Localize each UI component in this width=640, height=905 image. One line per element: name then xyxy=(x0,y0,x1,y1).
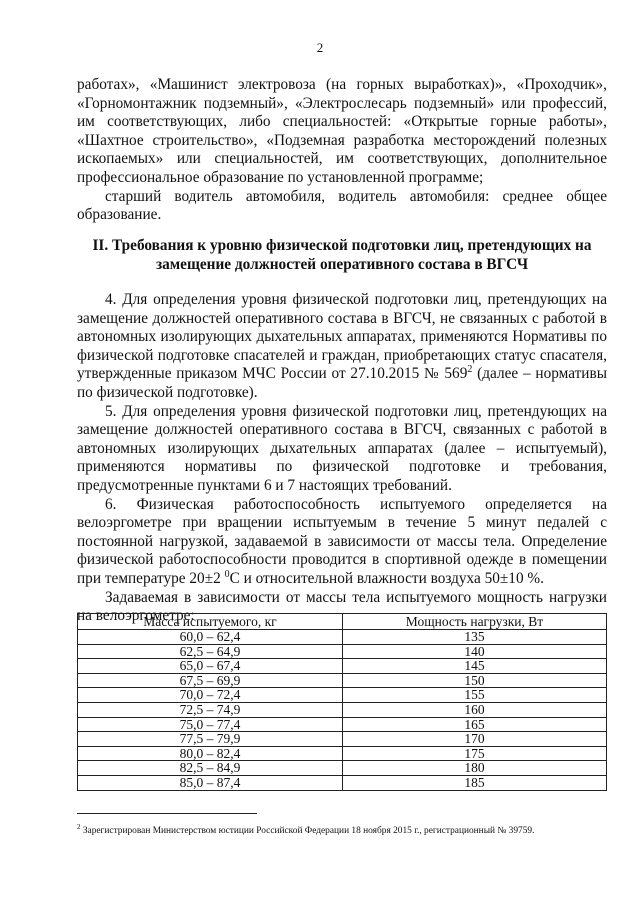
table-row xyxy=(78,630,607,645)
degree-superscript: 0 xyxy=(224,568,230,580)
table-row xyxy=(78,746,607,761)
cell-power: 145 xyxy=(343,659,607,674)
paragraph-7: Задаваемая в зависимости от массы тела испытуемого мощность нагрузки на велоэргометре: xyxy=(77,588,607,625)
paragraph-4-text-end: (далее – нормативы по физической подготовке). xyxy=(77,365,607,401)
paragraph-6-text: 6. Физическая работоспособность испытуемого определяется на велоэргометре при вращении испытуемым в течение 5 минут педалей с постоянной нагрузкой, задаваемой в зависимости от массы тела. Определение физической работоспособности проводится в спортивной одежде в помещении при температуре 20±2 xyxy=(77,495,607,587)
section-heading: II. Требования к уровню физической подготовки лиц, претендующих на замещение должностей оперативного состава в ВГСЧ xyxy=(92,237,592,273)
footnote-marker: 2 xyxy=(77,823,81,831)
cell-power: 135 xyxy=(343,630,607,645)
paragraph-driver: старший водитель автомобиля, водитель автомобиля: среднее общее образование. xyxy=(77,187,607,224)
cell-mass: 62,5 – 64,9 xyxy=(78,644,343,659)
column-header-power: Мощность нагрузки, Вт xyxy=(343,614,607,630)
page-number: 2 xyxy=(316,40,324,55)
load-table xyxy=(77,613,607,791)
cell-mass: 77,5 – 79,9 xyxy=(78,732,343,747)
table-row xyxy=(78,775,607,790)
paragraph-4-text: 4. Для определения уровня физической подготовки лиц, претендующих на замещение должностей оперативного состава в ВГСЧ, не связанных с работой в автономных изолирующих дыхательных аппаратах, применяются Нормативы по физической подготовке спасателей и граждан, приобретающих статус спасателя, утвержденные приказом МЧС России от 27.10.2015 № 569 xyxy=(77,291,607,383)
cell-mass: 85,0 – 87,4 xyxy=(78,775,343,790)
paragraph-6-text-end: С и относительной влажности воздуха 50±10 %. xyxy=(229,569,544,587)
cell-power: 170 xyxy=(343,732,607,747)
column-header-mass: Масса испытуемого, кг xyxy=(78,614,343,630)
paragraph-5: 5. Для определения уровня физической подготовки лиц, претендующих на замещение должностей оперативного состава в ВГСЧ, связанных с работой в автономных изолирующих дыхательных аппаратах (далее – испытуемый), применяются нормативы по физической подготовке и требования, предусмотренные пунктами 6 и 7 настоящих требований. xyxy=(77,402,607,494)
cell-mass: 80,0 – 82,4 xyxy=(78,746,343,761)
cell-mass: 60,0 – 62,4 xyxy=(78,630,343,645)
table-row xyxy=(78,659,607,674)
footnote-divider xyxy=(77,813,257,814)
table-row xyxy=(78,688,607,703)
cell-power: 175 xyxy=(343,746,607,761)
table-body xyxy=(78,630,607,791)
cell-power: 165 xyxy=(343,717,607,732)
cell-power: 155 xyxy=(343,688,607,703)
cell-mass: 65,0 – 67,4 xyxy=(78,659,343,674)
cell-mass: 72,5 – 74,9 xyxy=(78,702,343,717)
intro-text xyxy=(77,76,607,225)
table-header-row xyxy=(78,614,607,630)
table-row xyxy=(78,673,607,688)
cell-mass: 70,0 – 72,4 xyxy=(78,688,343,703)
section-body xyxy=(77,291,607,626)
table-row xyxy=(78,644,607,659)
footnote xyxy=(77,821,617,837)
cell-mass: 67,5 – 69,9 xyxy=(78,673,343,688)
cell-power: 150 xyxy=(343,673,607,688)
footnote-reference: 2 xyxy=(467,364,473,376)
paragraph-professions: работах», «Машинист электровоза (на горных выработках)», «Проходчик», «Горномонтажник подземный», «Электрослесарь подземный» или профессий, им соответствующих, либо специальностей: «Открытые горные работы», «Шахтное строительство», «Подземная разработка месторождений полезных ископаемых» или специальностей, им соответствующих, дополнительное профессиональное образование по установленной программе; xyxy=(77,76,607,186)
cell-power: 180 xyxy=(343,761,607,776)
table-row xyxy=(78,702,607,717)
cell-power: 185 xyxy=(343,775,607,790)
cell-power: 140 xyxy=(343,644,607,659)
cell-mass: 75,0 – 77,4 xyxy=(78,717,343,732)
table-row xyxy=(78,761,607,776)
table-row xyxy=(78,717,607,732)
table-row xyxy=(78,732,607,747)
cell-mass: 82,5 – 84,9 xyxy=(78,761,343,776)
paragraph-6 xyxy=(77,496,607,589)
paragraph-4 xyxy=(77,291,607,403)
cell-power: 160 xyxy=(343,702,607,717)
footnote-text: Зарегистрирован Министерством юстиции Российской Федерации 18 ноября 2015 г., регистрационный № 39759. xyxy=(80,826,535,837)
